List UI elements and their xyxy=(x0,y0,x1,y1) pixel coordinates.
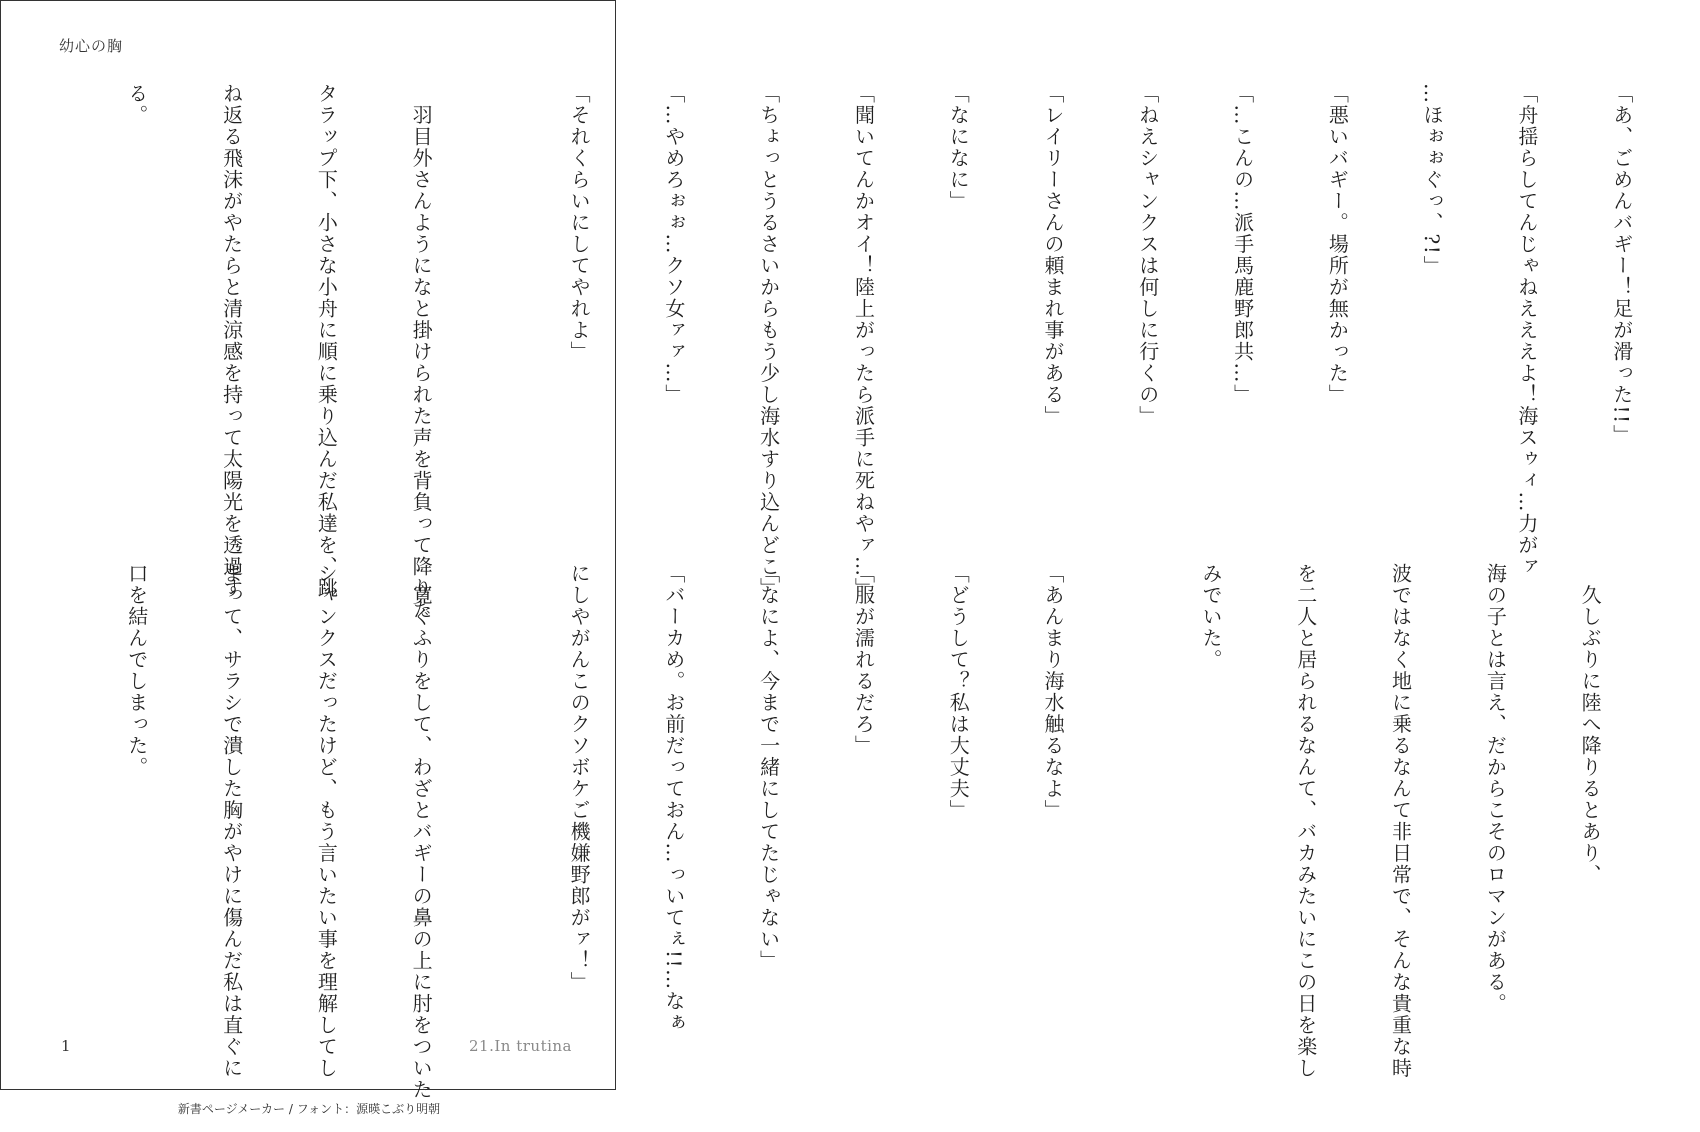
text-line: 「レイリーさんの頼まれ事がある」 xyxy=(1041,83,1065,427)
text-line: 羽目外さんようになと掛けられた声を背負って降りた xyxy=(409,83,434,621)
text-line: …ほぉぉぐっ、?!」 xyxy=(1420,83,1445,277)
text-line: 波ではなく地に乗るなんて非日常で、そんな貴重な時 xyxy=(1388,563,1413,1079)
text-line: 口を結んでしまった。 xyxy=(124,563,149,778)
text-line: 「どうして？私は大丈夫」 xyxy=(946,563,971,821)
text-line: 「あんまり海水触るなよ」 xyxy=(1041,563,1065,821)
text-line: 「…こんの…派手馬鹿野郎共…」 xyxy=(1230,83,1255,406)
text-line: 「なになに」 xyxy=(946,83,971,212)
footer-credit: 新書ページメーカー / フォント：源暎こぶり明朝 xyxy=(177,1102,441,1116)
text-line: まって、サラシで潰した胸がやけに傷んだ私は直ぐに xyxy=(219,563,244,1079)
text-line: を二人と居られるなんて、バカみたいにこの日を楽し xyxy=(1293,563,1318,1079)
text-line: 「それくらいにしてやれよ」 xyxy=(567,83,592,363)
text-line: 「…やめろぉぉ…クソ女ァァ…」 xyxy=(661,83,686,406)
page-number: 1 xyxy=(61,1037,71,1055)
text-line: 「聞いてんかオイ！陸上がったら派手に死ねやァ…」 xyxy=(851,83,876,599)
text-line: 「舟揺らしてんじゃねえええよ！海スゥィ…力がァ xyxy=(1514,83,1539,578)
text-line: 「ねえシャンクスは何しに行くの」 xyxy=(1135,83,1160,427)
text-line: 「なによ、今まで一緒にしてたじゃない」 xyxy=(756,563,781,972)
text-line: ね返る飛沫がやたらと清涼感を持って太陽光を透過す xyxy=(219,83,244,599)
text-line: 寛ぐふりをして、わざとバギーの鼻の上に肘をついた xyxy=(409,563,434,1101)
text-line: 「服が濡れるだろ」 xyxy=(851,563,876,757)
text-line: 「ちょっとうるさいからもう少し海水すり込んどこ」 xyxy=(756,83,781,599)
text-line: る。 xyxy=(124,83,149,126)
text-line: 「あ、ごめんバギー！足が滑った!!」 xyxy=(1609,83,1634,447)
text-line: 久しぶりに陸へ降りるとあり、 xyxy=(1578,563,1603,886)
text-line: みでいた。 xyxy=(1198,563,1223,671)
text-line: 「バーカめ。お前だっておん…っいてぇ!!…なぁ xyxy=(661,563,686,1034)
page-header-title: 幼心の胸 xyxy=(59,37,124,55)
text-line: 海の子とは言え、だからこそのロマンがある。 xyxy=(1483,563,1508,1015)
chapter-label: 21.In trutina xyxy=(469,1037,572,1055)
text-line: シャンクスだったけど、もう言いたい事を理解してし xyxy=(314,563,339,1079)
text-line: にしやがんこのクソボケご機嫌野郎がァ！」 xyxy=(567,563,592,993)
text-line: 「悪いバギー。場所が無かった」 xyxy=(1325,83,1350,406)
text-line: タラップ下、小さな小舟に順に乗り込んだ私達を、跳 xyxy=(314,83,339,599)
